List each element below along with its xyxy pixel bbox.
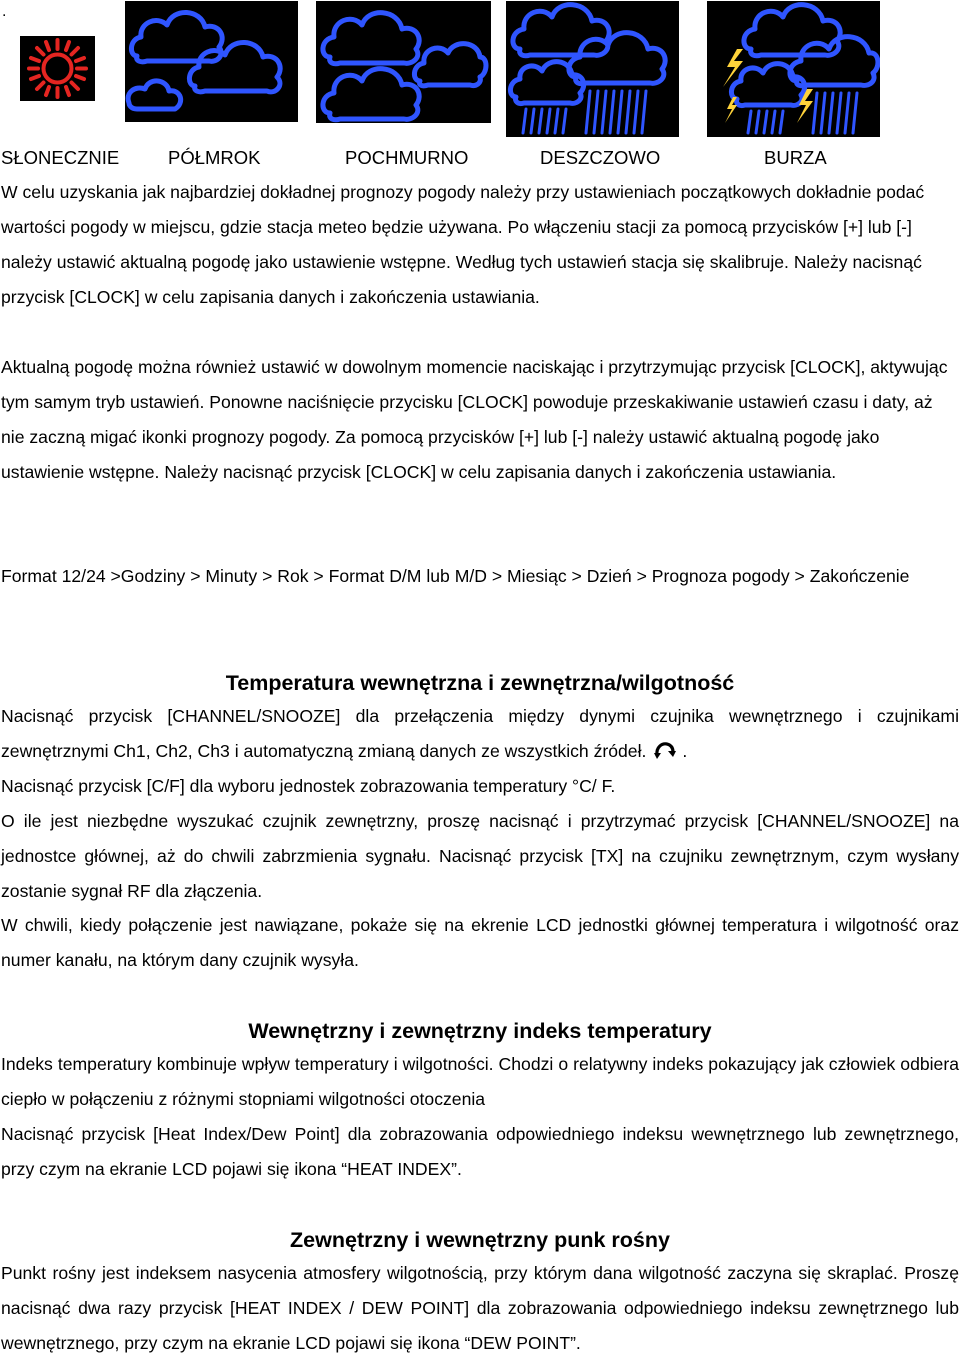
temperature-paragraph-3: O ile jest niezbędne wyszukać czujnik zewnętrzny, proszę nacisnąć i przytrzymać przycisk [CHANNEL/SNOOZE] na jednostce głównej, aż do chwili zabrzmienia sygnału. Nacisnąć przycisk [TX] na czujniku zewnętrznym, czym wysłany zostanie sygnał RF dla złączenia. bbox=[1, 811, 959, 901]
label-cloudy: POCHMURNO bbox=[345, 147, 469, 168]
heading-heat-index: Wewnętrzny i zewnętrzny indeks temperatury bbox=[248, 1019, 712, 1043]
temperature-paragraph-1-text: Nacisnąć przycisk [CHANNEL/SNOOZE] dla przełączenia między dynymi czujnika wewnętrznego i czujnikami zewnętrznymi Ch1, Ch2, Ch3 i automatyczną zmianą danych ze wszystkich źródeł. bbox=[1, 706, 959, 761]
sun-icon bbox=[20, 36, 95, 101]
intro-paragraph-2: Aktualną pogodę można również ustawić w dowolnym momencie naciskając i przytrzymując przycisk [CLOCK], aktywując tym samym tryb ustawień. Ponowne naciśnięcie przycisku [CLOCK] powoduje przeskakiwanie ustawień czasu i daty, aż nie zaczną migać ikonki prognozy pogody. Za pomocą przycisków [+] lub [-] należy ustawić aktualną pogodę jako ustawienie wstępne. Należy nacisnąć przycisk [CLOCK] w celu zapisania danych i zakończenia ustawiania. bbox=[1, 357, 948, 482]
intro-paragraph-1: W celu uzyskania jak najbardziej dokładnej prognozy pogody należy przy ustawieniach początkowych dokładnie podać wartości pogody w miejscu, gdzie stacja meteo będzie używana. Po włączeniu stacji za pomocą przycisków [+] lub [-] należy ustawić aktualną pogodę jako ustawienie wstępne. Według tych ustawień stacja się skalibruje. Należy nacisnąć przycisk [CLOCK] w celu zapisania danych i zakończenia ustawiania. bbox=[1, 182, 925, 307]
heading-temperature-humidity: Temperatura wewnętrzna i zewnętrzna/wilgotność bbox=[225, 671, 735, 695]
temperature-paragraph-1-end: . bbox=[682, 741, 688, 761]
dew-point-paragraph-1: Punkt rośny jest indeksem nasycenia atmosfery wilgotnością, przy którym dana wilgotność zaczyna się skraplać. Proszę nacisnąć dwa razy przycisk [HEAT INDEX / DEW POINT] dla zobrazowania odpowiedniego indeksu zewnętrznego lub wewnętrznego, przy czym na ekranie LCD pojawi się ikona “DEW POINT”. bbox=[1, 1263, 959, 1353]
heading-dew-point: Zewnętrzny i wewnętrzny punk rośny bbox=[290, 1228, 670, 1252]
label-rainy: DESZCZOWO bbox=[540, 147, 661, 168]
temperature-paragraph-2: Nacisnąć przycisk [C/F] dla wyboru jednostek zobrazowania temperatury °C/ F. bbox=[1, 776, 616, 796]
label-stormy: BURZA bbox=[764, 147, 827, 168]
heat-index-paragraph-1: Indeks temperatury kombinuje wpływ temperatury i wilgotności. Chodzi o relatywny indeks pokazujący jak człowiek odbiera ciepło w połączeniu z różnymi stopniami wilgotności otoczenia bbox=[1, 1054, 959, 1109]
rain-icon bbox=[506, 1, 679, 137]
label-sunny: SŁONECZNIE bbox=[1, 147, 120, 168]
temperature-paragraph-1 bbox=[1, 699, 959, 769]
cloudy-icon bbox=[316, 1, 491, 123]
partly-cloudy-icon bbox=[125, 1, 298, 122]
page-dot: . bbox=[2, 3, 7, 20]
temperature-paragraph-4: W chwili, kiedy połączenie jest nawiązane, pokaże się na ekrenie LCD jednostki głównej temperatura i wilgotność oraz numer kanału, na którym dany czujnik wysyła. bbox=[1, 915, 959, 970]
label-partly-cloudy: PÓŁMROK bbox=[168, 147, 261, 168]
cycle-arrow-icon bbox=[652, 740, 678, 760]
setting-sequence: Format 12/24 >Godziny > Minuty > Rok > Format D/M lub M/D > Miesiąc > Dzień > Prognoza pogody > Zakończenie bbox=[1, 566, 910, 586]
storm-icon bbox=[707, 1, 880, 137]
heat-index-paragraph-2: Nacisnąć przycisk [Heat Index/Dew Point] dla zobrazowania odpowiedniego indeksu wewnętrznego lub zewnętrznego, przy czym na ekranie LCD pojawi się ikona “HEAT INDEX”. bbox=[1, 1124, 959, 1179]
